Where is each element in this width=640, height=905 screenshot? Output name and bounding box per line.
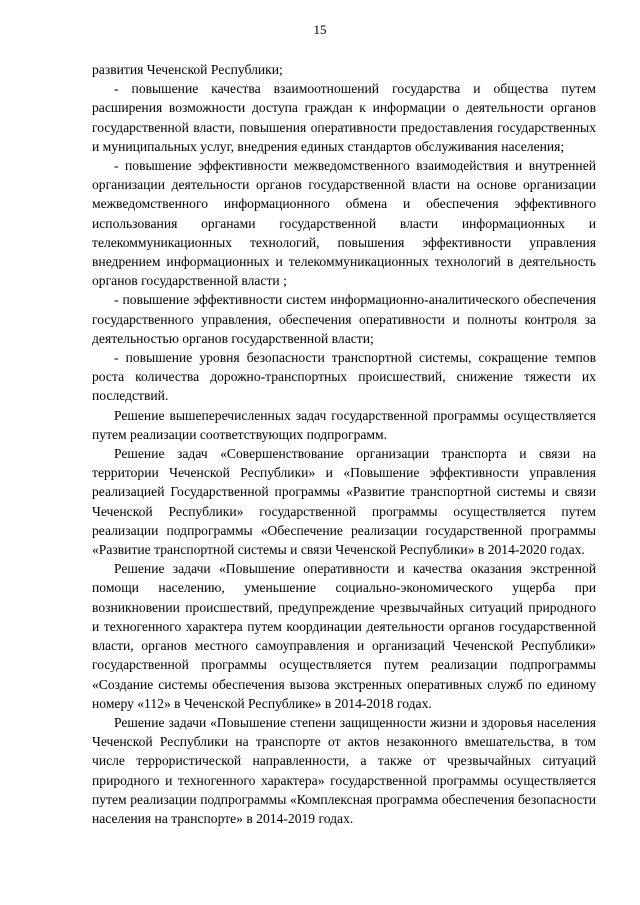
page-number: 15 [313, 22, 327, 37]
document-body [92, 60, 596, 828]
paragraph: Решение задачи «Повышение оперативности и качества оказания экстренной помощи населению, уменьшение социально-экономического ущерба при возникновении происшествий, предупреждение чрезвычайных ситуаций природного и техногенного характера путем координации деятельности органов государственной власти, органов местного самоуправления и организаций Чеченской Республики» государственной программы осуществляется путем реализации подпрограммы «Создание системы обеспечения вызова экстренных оперативных служб по единому номеру «112» в Чеченской Республике» в 2014-2018 годах. [92, 561, 596, 711]
paragraph: - повышение эффективности межведомственного взаимодействия и внутренней организации деятельности органов государственной власти на основе организации межведомственного информационного обмена и обеспечения эффективного использования органами государственной власти информационных и телекоммуникационных технологий, повышения эффективности управления внедрением информационных и телекоммуникационных технологий в деятельность органов государственной власти ; [92, 158, 596, 289]
paragraph: - повышение уровня безопасности транспортной системы, сокращение темпов роста количества дорожно-транспортных происшествий, снижение тяжести их последствий. [92, 350, 596, 404]
paragraph: Решение вышеперечисленных задач государственной программы осуществляется путем реализации соответствующих подпрограмм. [92, 407, 596, 442]
paragraph: развития Чеченской Республики; [92, 62, 283, 77]
paragraph: - повышение качества взаимоотношений государства и общества путем расширения возможности доступа граждан к информации о деятельности органов государственной власти, повышения оперативности предоставления государственных и муниципальных услуг, внедрения единых стандартов обслуживания населения; [92, 81, 596, 154]
paragraph: - повышение эффективности систем информационно-аналитического обеспечения государственного управления, обеспечения оперативности и полноты контроля за деятельностью органов государственной власти; [92, 292, 596, 346]
paragraph: Решение задачи «Повышение степени защищенности жизни и здоровья населения Чеченской Республики на транспорте от актов незаконного вмешательства, в том числе террористической направленности, а также от чрезвычайных ситуаций природного и техногенного характера» государственной программы осуществляется путем реализации подпрограммы «Комплексная программа обеспечения безопасности населения на транспорте» в 2014-2019 годах. [92, 714, 596, 826]
paragraph: Решение задач «Совершенствование организации транспорта и связи на территории Чеченской Республики» и «Повышение эффективности управления реализацией Государственной программы «Развитие транспортной системы и связи Чеченской Республики» государственной программы осуществляется путем реализации подпрограммы «Обеспечение реализации государственной программы «Развитие транспортной системы и связи Чеченской Республики» в 2014-2020 годах. [92, 446, 596, 558]
